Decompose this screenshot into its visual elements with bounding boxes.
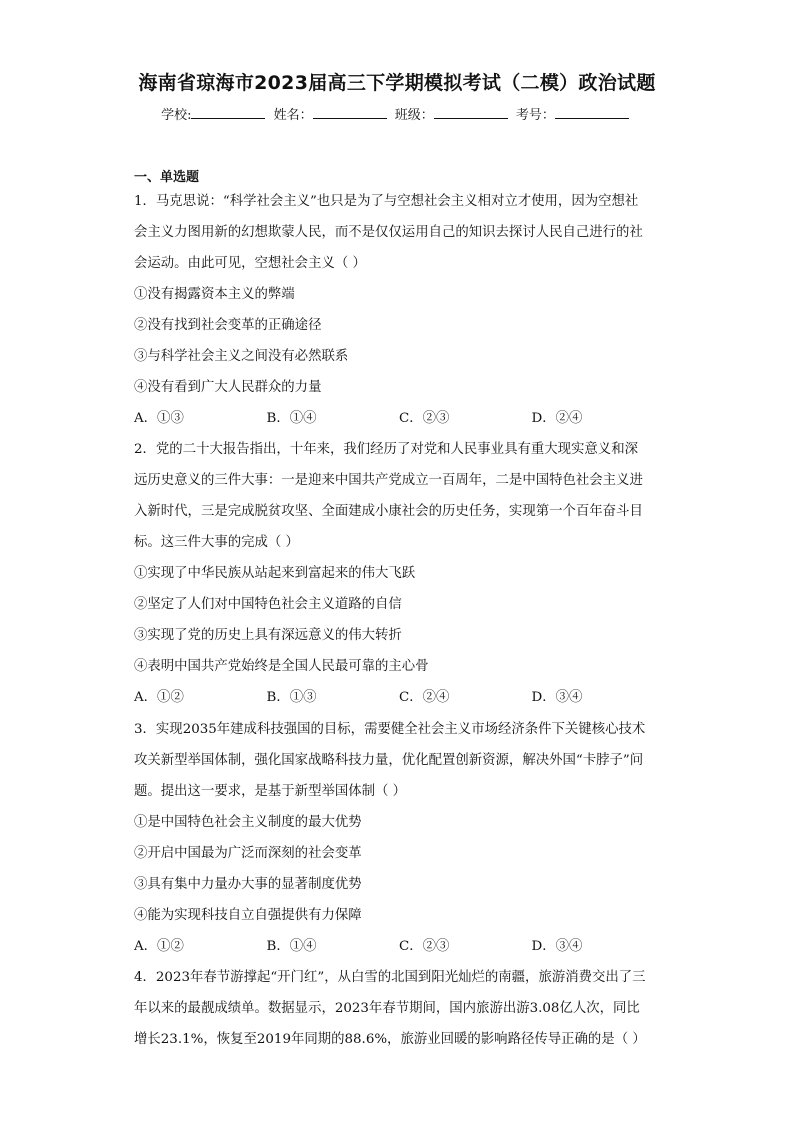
option-statement: ③实现了党的历史上具有深远意义的伟大转折 bbox=[134, 628, 402, 643]
section-title: 一、单选题 bbox=[134, 170, 200, 185]
option-statement: ②开启中国最为广泛而深刻的社会变革 bbox=[134, 846, 362, 861]
question-1 bbox=[134, 186, 664, 434]
choice-a: A．①② bbox=[134, 939, 184, 954]
option-statement: ①实现了中华民族从站起来到富起来的伟大飞跃 bbox=[134, 566, 416, 581]
answer-choices bbox=[134, 403, 664, 434]
question-line: 年以来的最靓成绩单。数据显示，2023年春节期间，国内旅游出游3.08亿人次，同比 bbox=[134, 1001, 640, 1016]
option-statement: ①没有揭露资本主义的弊端 bbox=[134, 287, 295, 302]
class-label: 班级： bbox=[394, 108, 434, 123]
option-statement: ③与科学社会主义之间没有必然联系 bbox=[134, 349, 349, 364]
page-title: 海南省琼海市2023届高三下学期模拟考试（二模）政治试题 bbox=[138, 72, 656, 94]
id-label: 考号： bbox=[515, 108, 555, 123]
question-line: 4．2023年春节游撑起“开门红”，从白雪的北国到阳光灿烂的南疆，旅游消费交出了三 bbox=[134, 970, 646, 985]
name-blank bbox=[313, 106, 387, 119]
question-4 bbox=[134, 962, 664, 1055]
question-line: 增长23.1%，恢复至2019年同期的88.6%，旅游业回暖的影响路径传导正确的是（ ） bbox=[134, 1032, 646, 1047]
school-label: 学校: bbox=[161, 108, 192, 123]
choice-d: D．③④ bbox=[531, 939, 583, 954]
id-blank bbox=[555, 106, 629, 119]
question-line: 会主义力图用新的幻想欺蒙人民，而不是仅仅运用自己的知识去探讨人民自己进行的社 bbox=[134, 225, 643, 240]
question-3 bbox=[134, 714, 664, 962]
question-line: 3．实现2035年建成科技强国的目标，需要健全社会主义市场经济条件下关键核心技术 bbox=[134, 722, 646, 737]
question-line: 标。这三件大事的完成（ ） bbox=[134, 535, 299, 550]
option-statement: ③具有集中力量办大事的显著制度优势 bbox=[134, 877, 362, 892]
question-2 bbox=[134, 434, 664, 713]
choice-c: C．②③ bbox=[399, 939, 450, 954]
choice-d: D．②④ bbox=[531, 411, 583, 426]
student-info-line bbox=[0, 104, 794, 123]
question-line: 远历史意义的三件大事：一是迎来中国共产党成立一百周年，二是中国特色社会主义进 bbox=[134, 473, 643, 488]
answer-choices bbox=[134, 931, 664, 962]
choice-b: B．①④ bbox=[266, 939, 317, 954]
choice-c: C．②③ bbox=[399, 411, 450, 426]
option-statement: ①是中国特色社会主义制度的最大优势 bbox=[134, 815, 362, 830]
question-line: 攻关新型举国体制，强化国家战略科技力量，优化配置创新资源，解决外国“卡脖子”问 bbox=[134, 753, 644, 768]
answer-choices bbox=[134, 682, 664, 713]
choice-b: B．①③ bbox=[266, 690, 317, 705]
option-statement: ④能为实现科技自立自强提供有力保障 bbox=[134, 908, 362, 923]
question-line: 会运动。由此可见，空想社会主义（ ） bbox=[134, 256, 366, 271]
question-line: 2．党的二十大报告指出，十年来，我们经历了对党和人民事业具有重大现实意义和深 bbox=[134, 442, 638, 457]
option-statement: ②坚定了人们对中国特色社会主义道路的自信 bbox=[134, 597, 402, 612]
choice-c: C．②④ bbox=[399, 690, 450, 705]
option-statement: ②没有找到社会变革的正确途径 bbox=[134, 318, 322, 333]
choice-b: B．①④ bbox=[266, 411, 317, 426]
option-statement: ④表明中国共产党始终是全国人民最可靠的主心骨 bbox=[134, 659, 429, 674]
name-label: 姓名： bbox=[273, 108, 313, 123]
question-line: 1．马克思说：“科学社会主义”也只是为了与空想社会主义相对立才使用，因为空想社 bbox=[134, 194, 639, 209]
choice-a: A．①② bbox=[134, 690, 184, 705]
question-line: 入新时代，三是完成脱贫攻坚、全面建成小康社会的历史任务，实现第一个百年奋斗目 bbox=[134, 504, 643, 519]
question-line: 题。提出这一要求，是基于新型举国体制（ ） bbox=[134, 784, 407, 799]
school-blank bbox=[191, 106, 265, 119]
option-statement: ④没有看到广大人民群众的力量 bbox=[134, 380, 322, 395]
choice-a: A．①③ bbox=[134, 411, 184, 426]
class-blank bbox=[434, 106, 508, 119]
choice-d: D．③④ bbox=[531, 690, 583, 705]
